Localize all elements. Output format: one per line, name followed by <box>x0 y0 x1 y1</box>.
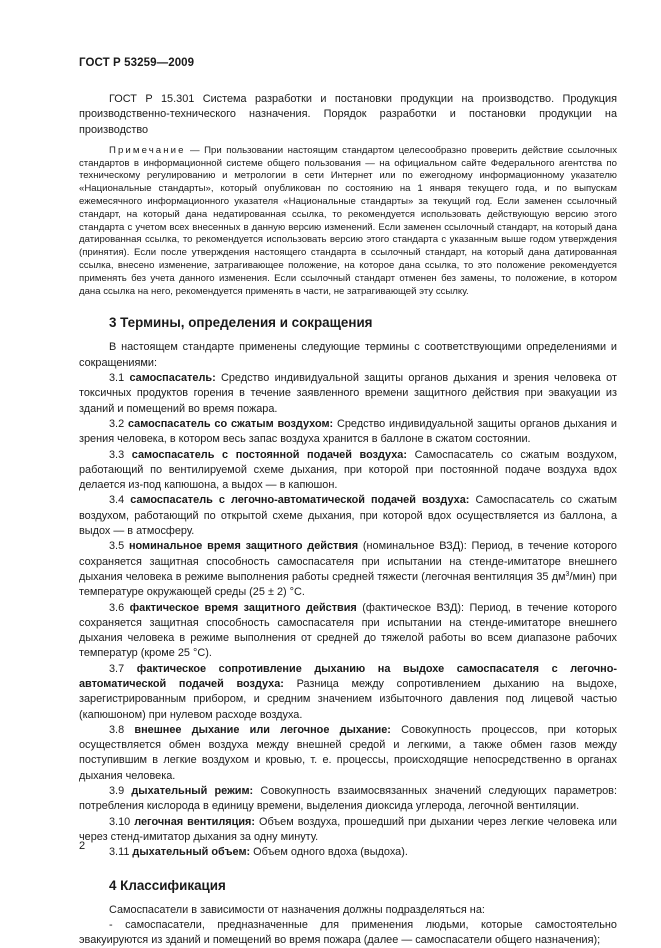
definition-number: 3.3 <box>109 448 125 461</box>
definition-3-8 <box>79 723 617 784</box>
definition-3-2 <box>79 417 617 448</box>
page-number: 2 <box>79 840 86 852</box>
definition-3-11 <box>79 845 617 860</box>
definition-3-5 <box>79 539 617 600</box>
definition-term: фактическое сопротивление дыханию на выдохе самоспасателя с легочно-автоматической подачей воздуха: <box>79 662 617 690</box>
definition-3-9 <box>79 784 617 815</box>
definition-term: самоспасатель: <box>129 372 216 385</box>
note-block <box>79 145 617 299</box>
definition-term: самоспасатель с легочно-автоматической подачей воздуха: <box>130 494 470 507</box>
definition-text: Разница между сопротивлением дыханию на выдохе, зарегистрированным прибором, и средним значением избыточного давления под лицевой частью (капюшоном) при нулевом расходе воздуха. <box>79 677 617 721</box>
definition-3-6 <box>79 601 617 662</box>
definition-term: номинальное время защитного действия <box>128 540 359 553</box>
definition-number: 3.1 <box>109 372 125 385</box>
definition-text: Средство индивидуальной защиты органов дыхания и зрения человека от токсичных продуктов горения в течение заявленного времени защитного действия при эвакуации из зданий и помещений во время пожара. <box>79 372 617 415</box>
definition-3-3 <box>79 448 617 494</box>
standard-code-header: ГОСТ Р 53259—2009 <box>79 57 195 69</box>
definition-number: 3.4 <box>109 494 125 507</box>
intro-paragraph: ГОСТ Р 15.301 Система разработки и постановки продукции на производство. Продукция производственно-технического назначения. Порядок разработки и постановки продукции на производство <box>79 93 617 136</box>
section-4-paragraph: Самоспасатели в зависимости от назначения должны подразделяться на: <box>109 903 485 916</box>
definition-term: легочная вентиляция: <box>134 815 255 828</box>
superscript-exponent: 3 <box>565 570 570 578</box>
definition-number: 3.11 <box>109 846 130 859</box>
definition-term: самоспасатель со сжатым воздухом: <box>127 417 334 430</box>
definition-number: 3.10 <box>109 815 131 828</box>
section-4-heading: 4 Классификация <box>109 877 226 893</box>
definition-number: 3.6 <box>109 601 125 614</box>
definition-text: Средство индивидуальной защиты органов дыхания и зрения человека, в котором весь запас воздуха хранится в баллоне в сжатом состоянии. <box>79 417 617 446</box>
definition-number: 3.7 <box>109 662 125 675</box>
definition-text-continued: /мин) при температуре окружающей среды (25 ± 2) °С. <box>79 570 617 599</box>
section-3-intro: В настоящем стандарте применены следующие термины с соответствующими определениями и сокращениями: <box>79 341 617 369</box>
definition-text: Самоспасатель со сжатым воздухом, работающий по вентилируемой схеме дыхания, при которой при постоянной подаче воздуха вдох делается из-под капюшона, а выдох — в капюшон. <box>79 448 618 492</box>
definition-number: 3.5 <box>109 540 125 553</box>
definition-3-7 <box>79 662 617 723</box>
page-content <box>79 92 617 948</box>
definition-number: 3.8 <box>109 723 125 736</box>
definition-3-1 <box>79 371 617 417</box>
definition-text: (фактическое ВЗД): Период, в течение которого сохраняется защитная способность самоспасателя при испытании на стенде-имитаторе внешнего дыхания человека в режиме выполнения от средней до тяжелой работы во всем диапазоне рабочих температур (кроме 25 °С). <box>79 601 617 660</box>
section-4-list-item: - самоспасатели, предназначенные для применения людьми, которые самостоятельно эвакуируются из зданий и помещений во время пожара (далее — самоспасатели общего назначения); <box>79 918 617 947</box>
definition-term: фактическое время защитного действия <box>129 601 357 614</box>
definition-3-4 <box>79 493 617 539</box>
definition-text: Объем воздуха, прошедший при дыхании через легкие человека или через стенд-имитатор дыхания за одну минуту. <box>79 815 617 843</box>
definition-text: Самоспасатель со сжатым воздухом, работающий по открытой схеме дыхания, при которой вдох осуществляется из баллона, а выдох — в атмосферу. <box>79 494 618 538</box>
note-label: Примечание <box>109 144 186 156</box>
definition-term: дыхательный режим: <box>131 785 254 798</box>
definition-term: внешнее дыхание или легочное дыхание: <box>134 723 391 736</box>
note-text: — При пользовании настоящим стандартом целесообразно проверить действие ссылочных стандартов в информационной системе общего пользования — на официальном сайте Федерального агентства по техническому регулированию и метрологии в сети Интернет или по ежегодному информационному указателю «Национальные стандарты», который опубликован по состоянию на 1 января текущего года, и по выпускам ежемесячного информационного указателя «Национальные стандарты» за текущий год. Если заменен ссылочный стандарт, на который дана недатированная ссылка, то рекомендуется использовать действующую версию этого стандарта с учетом всех внесенных в данную версию изменений. Если заменен ссылочный стандарт, на который дана датированная ссылка, то рекомендуется использовать версию этого стандарта с указанным выше годом утверждения (принятия). Если после утверждения настоящего стандарта в ссылочный стандарт, на который дана датированная ссылка, внесено изменение, затрагивающее положение, на которое дана ссылка, то это положение рекомендуется применять без учета данного изменения. Если ссылочный стандарт отменен без замены, то положение, в котором дана ссылка на него, рекомендуется применять в части, не затрагивающей эту ссылку. <box>79 144 617 297</box>
section-3-heading: 3 Термины, определения и сокращения <box>109 315 373 331</box>
definition-text: Совокупность взаимосвязанных значений следующих параметров: потребления кислорода в единицу времени, выделения диоксида углерода, легочной вентиляции. <box>79 785 617 813</box>
definition-text: Объем одного вдоха (выдоха). <box>250 846 408 859</box>
definition-text: Совокупность процессов, при которых осуществляется обмен воздуха между внешней средой и легкими, а также обмен газов между поступившим в легкие воздухом и кровью, т. е. процессы, происходящие непосредственно в органах дыхания человека. <box>79 723 617 782</box>
definition-number: 3.9 <box>109 785 125 798</box>
definition-text: (номинальное ВЗД): Период, в течение которого сохраняется защитная способность самоспасателя при испытании на стенде-имитаторе внешнего дыхания человека в режиме выполнения работы средней тяжести (легочная вентиляция 35 дм <box>79 540 617 583</box>
definition-3-10 <box>79 815 617 846</box>
definition-term: самоспасатель с постоянной подачей воздуха: <box>131 448 407 461</box>
definition-number: 3.2 <box>109 417 125 430</box>
definition-term: дыхательный объем: <box>132 846 251 859</box>
